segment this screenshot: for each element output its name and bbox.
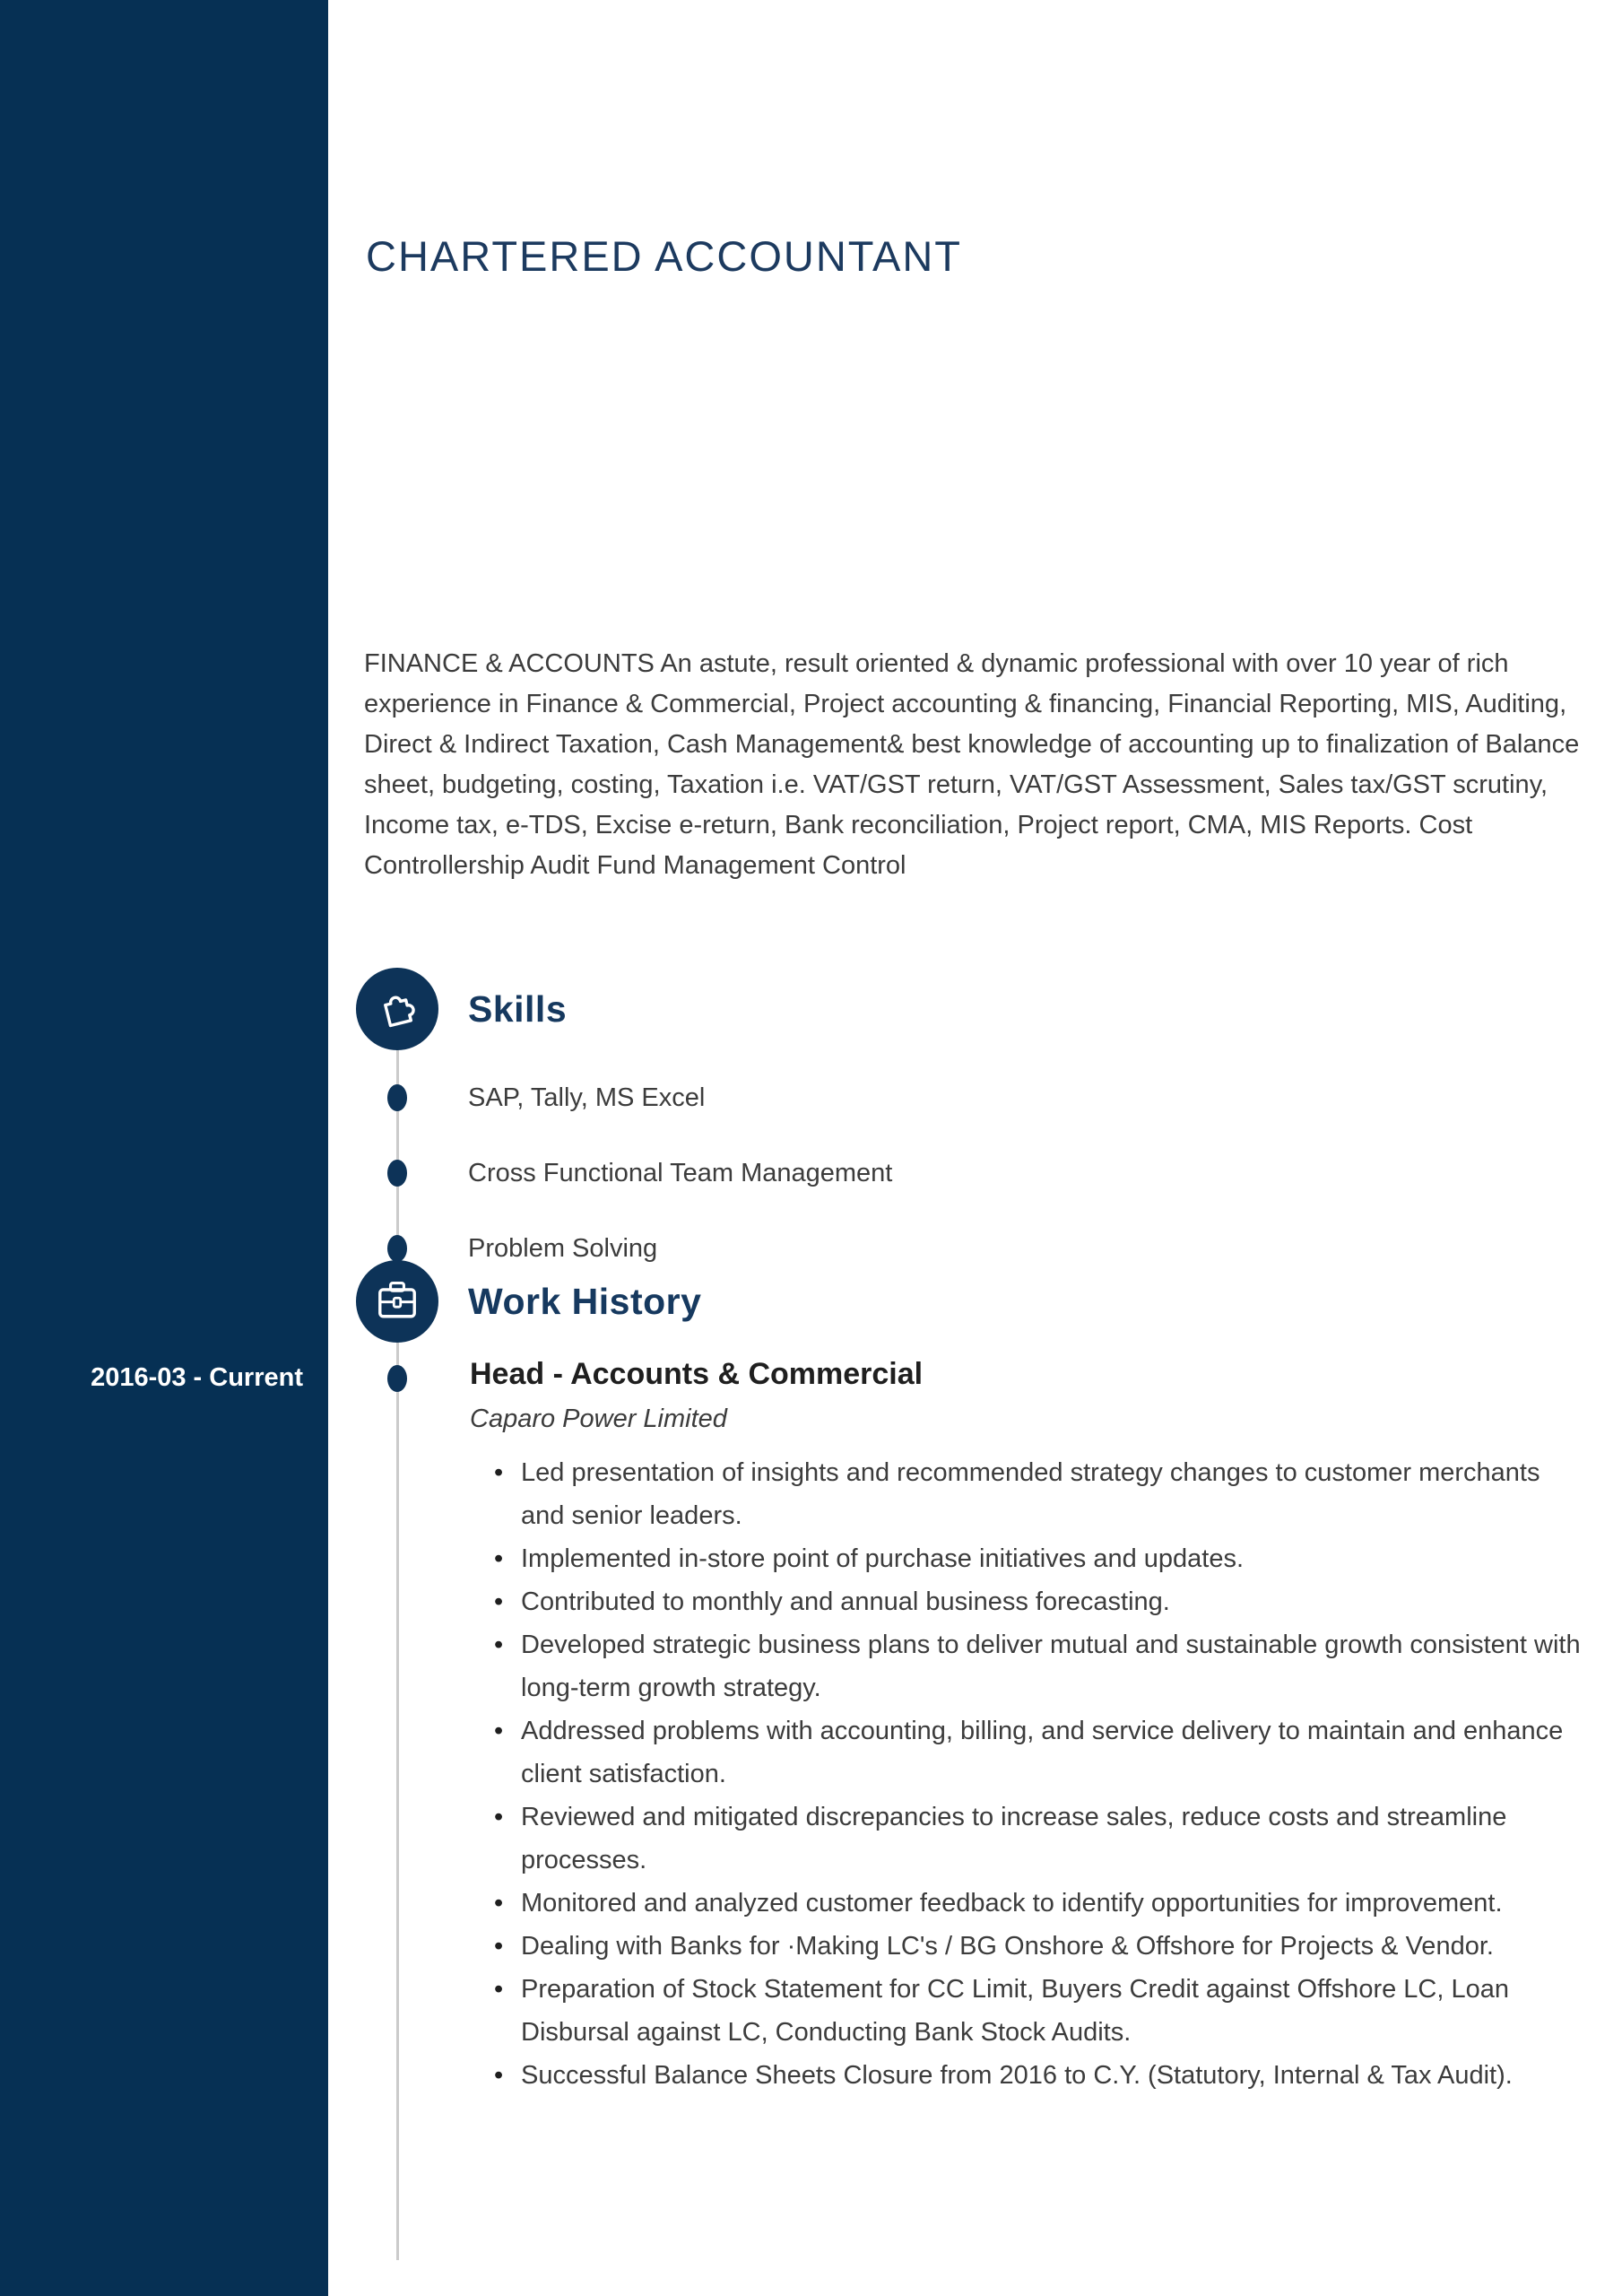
job-bullet-item (492, 1968, 1582, 2054)
job-bullet-text: Reviewed and mitigated discrepancies to increase sales, reduce costs and streamline processes. (521, 1803, 1507, 1874)
job-bullet-text: Contributed to monthly and annual business forecasting. (521, 1587, 1170, 1616)
page-title: CHARTERED ACCOUNTANT (366, 232, 962, 280)
timeline-dot-icon (387, 1365, 407, 1392)
summary-paragraph: FINANCE & ACCOUNTS An astute, result oriented & dynamic professional with over 10 year of rich experience in Finance & Commercial, Project accounting & financing, Financial Reporting, MIS, Auditing, Direct & Indirect Taxation, Cash Management& best knowledge of accounting up to finalization of Balance sheet, budgeting, costing, Taxation i.e. VAT/GST return, VAT/GST Assessment, Sales tax/GST scrutiny, Income tax, e-TDS, Excise e-return, Bank reconciliation, Project report, CMA, MIS Reports. Cost Controllership Audit Fund Management Control (364, 649, 1580, 880)
skills-section-heading: Skills (468, 987, 568, 1030)
job-bullet-text: Monitored and analyzed customer feedback to identify opportunities for improvement. (521, 1889, 1503, 1918)
skill-label: Cross Functional Team Management (468, 1158, 893, 1187)
job-date-range: 2016-03 - Current (91, 1363, 303, 1392)
job-bullet-item (492, 1537, 1582, 1580)
timeline-dot-icon (387, 1235, 407, 1262)
skill-item (387, 1076, 892, 1119)
sidebar (0, 0, 328, 2296)
job-bullet-item (492, 1925, 1582, 1968)
job-bullet-item (492, 1709, 1582, 1796)
puzzle-icon (363, 975, 430, 1042)
job-bullet-text: Dealing with Banks for ·Making LC's / BG Onshore & Offshore for Projects & Vendor. (521, 1932, 1494, 1961)
job-bullet-item (492, 1451, 1582, 1537)
job-bullet-text: Successful Balance Sheets Closure from 2016 to C.Y. (Statutory, Internal & Tax Audit). (521, 2061, 1513, 2090)
job-bullet-item (492, 2054, 1582, 2097)
skill-label: SAP, Tally, MS Excel (468, 1083, 706, 1112)
job-bullet-item (492, 1623, 1582, 1709)
job-bullet-text: Addressed problems with accounting, billing, and service delivery to maintain and enhance client satisfaction. (521, 1717, 1564, 1788)
job-title: Head - Accounts & Commercial (470, 1357, 924, 1391)
job-bullet-text: Developed strategic business plans to deliver mutual and sustainable growth consistent with long-term growth strategy. (521, 1631, 1581, 1702)
work-history-section-badge (356, 1260, 438, 1343)
timeline-dot-icon (387, 1160, 407, 1187)
skill-label: Problem Solving (468, 1233, 658, 1263)
work-history-section-heading: Work History (468, 1280, 702, 1322)
briefcase-icon (369, 1274, 425, 1329)
job-bullet-item (492, 1796, 1582, 1882)
job-bullet-item (492, 1882, 1582, 1925)
job-bullet-text: Implemented in-store point of purchase initiatives and updates. (521, 1544, 1245, 1573)
timeline-dot-icon (387, 1084, 407, 1111)
job-bullet-text: Led presentation of insights and recommended strategy changes to customer merchants and senior leaders. (521, 1458, 1540, 1530)
skills-section-badge (356, 968, 438, 1050)
skill-item (387, 1152, 892, 1195)
job-bullet-item (492, 1580, 1582, 1623)
job-company: Caparo Power Limited (470, 1405, 727, 1433)
job-bullet-list (492, 1451, 1582, 2097)
job-bullet-text: Preparation of Stock Statement for CC Limit, Buyers Credit against Offshore LC, Loan Disbursal against LC, Conducting Bank Stock Audits. (521, 1975, 1509, 2047)
